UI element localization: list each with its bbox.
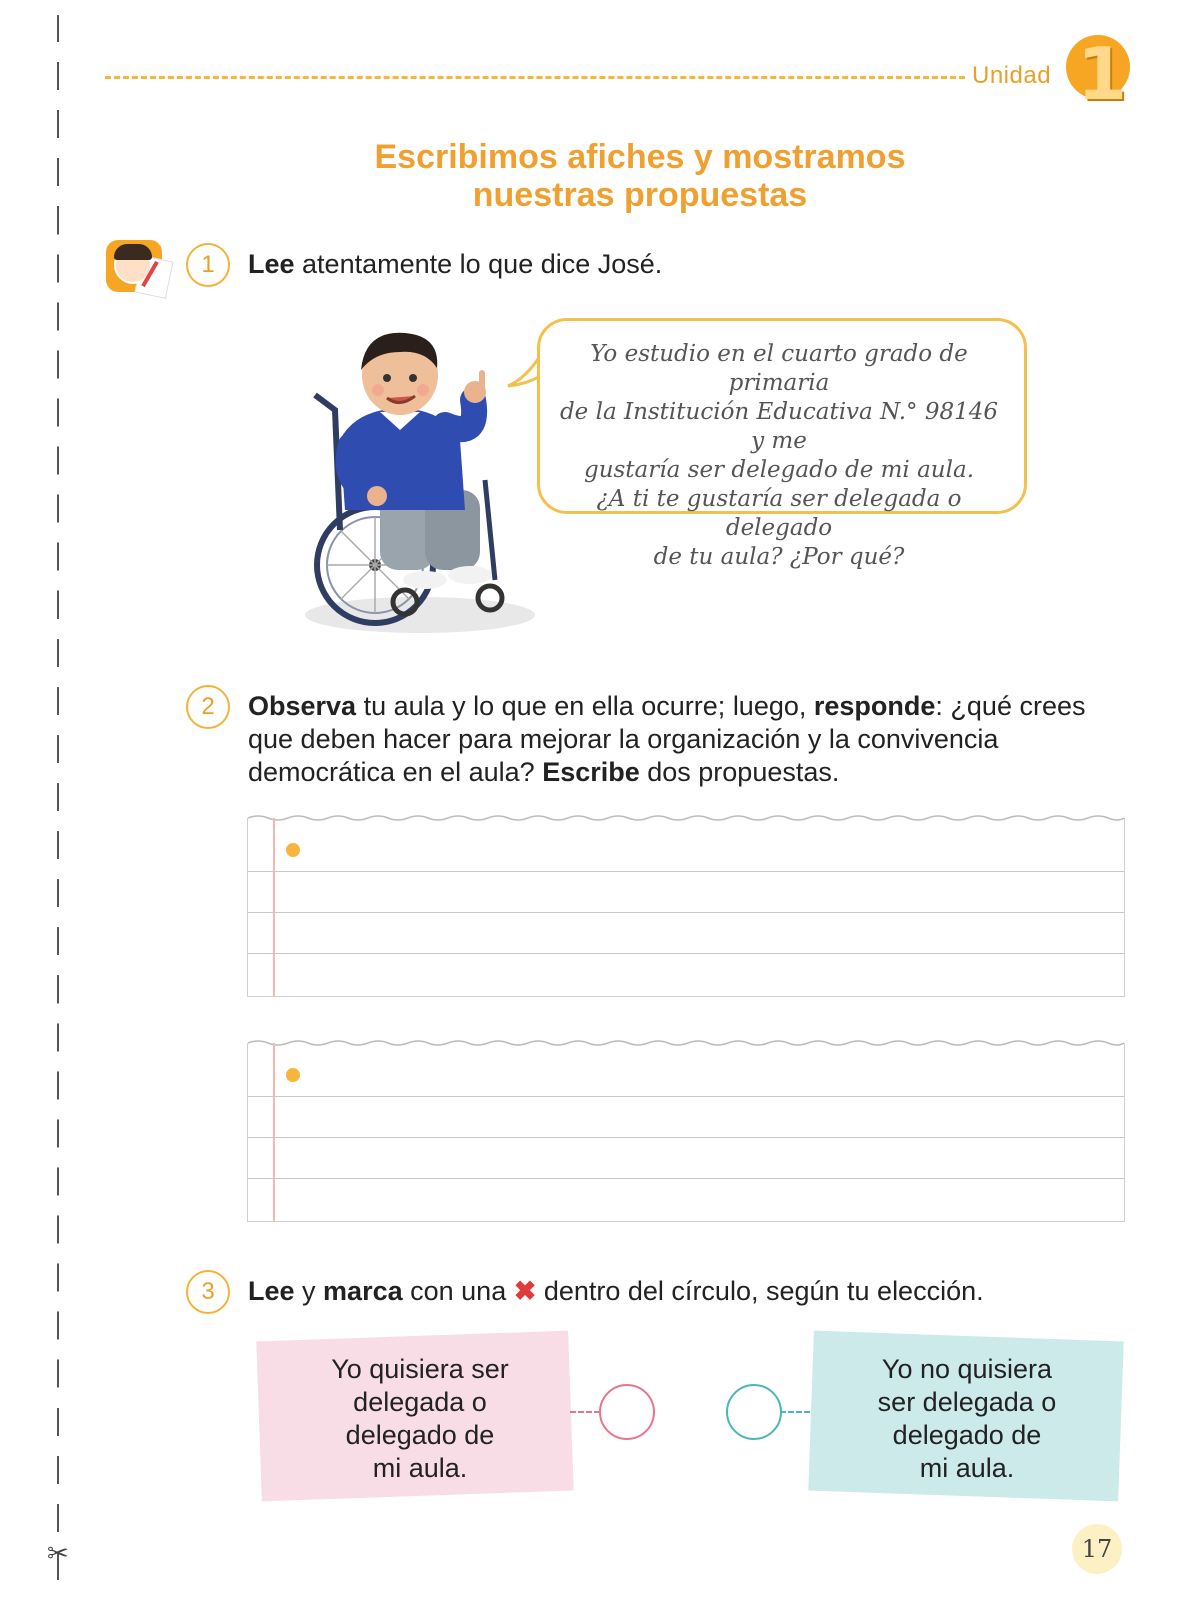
activity-number-1: 1	[186, 243, 230, 287]
page-number: 17	[1072, 1524, 1122, 1574]
instruction-text: dentro del círculo, según tu elección.	[536, 1276, 984, 1306]
speech-bubble-text	[552, 340, 1006, 572]
instruction-text: con una	[402, 1276, 514, 1306]
instruction-text: dos propuestas.	[639, 757, 840, 787]
verb-responde: responde	[813, 691, 936, 721]
instruction-text: atentamente lo que dice José.	[294, 249, 663, 279]
proposal-writing-area-2[interactable]	[247, 1043, 1125, 1222]
bullet-icon	[286, 843, 300, 857]
bubble-line: de la Institución Educativa N.° 98146 y me	[559, 399, 999, 454]
bullet-icon	[286, 1068, 300, 1082]
option-yes-text	[279, 1353, 561, 1485]
option-line: Yo no quisiera	[881, 1354, 1053, 1384]
option-line: mi aula.	[372, 1453, 468, 1483]
student-writing-icon	[106, 240, 162, 292]
option-line: delegado de	[892, 1420, 1042, 1450]
x-mark-icon: ✖	[513, 1276, 537, 1306]
option-no-text	[826, 1353, 1108, 1485]
unit-label: Unidad	[972, 62, 1052, 89]
bubble-line: gustaría ser delegado de mi aula.	[583, 457, 975, 483]
bubble-line: de tu aula? ¿Por qué?	[653, 544, 905, 570]
option-line: Yo quisiera ser	[331, 1354, 509, 1384]
page-title	[250, 138, 1030, 214]
choice-circle-yes[interactable]	[599, 1384, 655, 1440]
proposal-writing-area-1[interactable]	[247, 818, 1125, 997]
option-line: mi aula.	[919, 1453, 1015, 1483]
scissors-icon: ✂	[47, 1538, 69, 1568]
verb-observa: Observa	[248, 691, 357, 721]
activity-1-instruction	[248, 248, 1108, 281]
activity-2-instruction	[248, 690, 1128, 789]
option-line: delegado de	[345, 1420, 495, 1450]
activity-number-3: 3	[186, 1270, 230, 1314]
option-line: ser delegada o	[877, 1387, 1057, 1417]
option-line: delegada o	[353, 1387, 487, 1417]
instruction-text: y	[294, 1276, 324, 1306]
bubble-line: Yo estudio en el cuarto grado de primaria	[590, 341, 968, 396]
cut-line	[57, 15, 59, 1590]
page-title-line2: nuestras propuestas	[472, 176, 808, 214]
unit-number: 1	[1076, 32, 1128, 116]
verb-lee: Lee	[248, 1276, 295, 1306]
page-title-line1: Escribimos afiches y mostramos	[374, 138, 906, 176]
verb-marca: marca	[323, 1276, 403, 1306]
activity-3-instruction	[248, 1275, 1128, 1308]
bubble-line: ¿A ti te gustaría ser delegada o delegado	[596, 486, 962, 541]
verb-escribe: Escribe	[542, 757, 640, 787]
connector-yes	[570, 1411, 600, 1413]
header-dashed-line	[105, 76, 965, 79]
choice-circle-no[interactable]	[726, 1384, 782, 1440]
activity-number-2: 2	[186, 685, 230, 729]
verb-lee: Lee	[248, 249, 295, 279]
instruction-text: tu aula y lo que en ella ocurre; luego,	[356, 691, 814, 721]
instruction-text: : ¿qué crees que deben hacer para mejorar la organización y la convivencia democrática en el aula?	[248, 691, 1086, 787]
connector-no	[780, 1411, 810, 1413]
